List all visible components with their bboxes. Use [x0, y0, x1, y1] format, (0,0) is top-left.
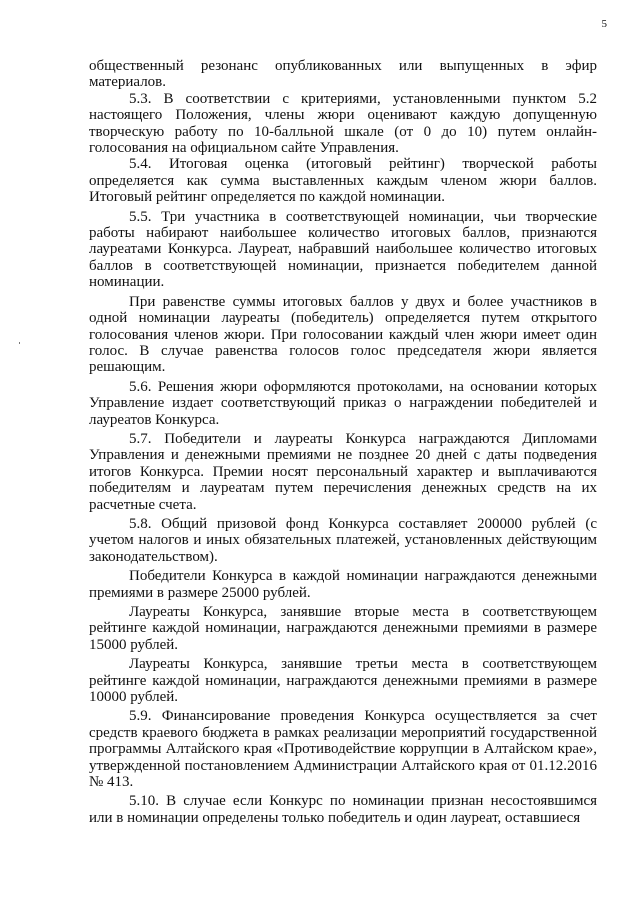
paragraph-5-8: 5.8. Общий призовой фонд Конкурса составляет 200000 рублей (с учетом налогов и иных обязательных платежей, установленных действующим законодательством).	[89, 515, 597, 565]
paragraph-third-place-prize: Лауреаты Конкурса, занявшие третьи места в соответствующем рейтинге каждой номинации, награждаются денежными премиями в размере 10000 рублей.	[89, 656, 597, 706]
paragraph-winners-prize: Победители Конкурса в каждой номинации награждаются денежными премиями в размере 25000 рублей.	[89, 568, 597, 601]
page-number: 5	[601, 18, 607, 30]
document-body	[89, 58, 597, 826]
paragraph-5-7: 5.7. Победители и лауреаты Конкурса награждаются Дипломами Управления и денежными премиями не позднее 20 дней с даты подведения итогов Конкурса. Премии носят персональный характер и выплачиваются победителям и лауреатам путем перечисления денежных средств на их расчетные счета.	[89, 430, 597, 513]
paragraph-5-6: 5.6. Решения жюри оформляются протоколами, на основании которых Управление издает соответствующий приказ о награждении победителей и лауреатов Конкурса.	[89, 378, 597, 428]
scan-mark	[19, 342, 20, 344]
paragraph-5-10: 5.10. В случае если Конкурс по номинации признан несостоявшимся или в номинации определены только победитель и один лауреат, оставшиеся	[89, 793, 597, 826]
paragraph-tie-rule: При равенстве суммы итоговых баллов у двух и более участников в одной номинации лауреаты (победитель) определяется путем открытого голосования членов жюри. При голосовании каждый член жюри имеет один голос. В случае равенства голосов голос председателя жюри является решающим.	[89, 293, 597, 376]
paragraph-5-9: 5.9. Финансирование проведения Конкурса осуществляется за счет средств краевого бюджета в рамках реализации мероприятий государственной программы Алтайского края «Противодействие коррупции в Алтайском крае», утвержденной постановлением Администрации Алтайского края от 01.12.2016 № 413.	[89, 708, 597, 791]
paragraph-5-5: 5.5. Три участника в соответствующей номинации, чьи творческие работы набирают наибольшее количество итоговых баллов, признаются лауреатами Конкурса. Лауреат, набравший наибольшее количество итоговых баллов в соответствующей номинации, признается победителем данной номинации.	[89, 208, 597, 291]
paragraph-5-4: 5.4. Итоговая оценка (итоговый рейтинг) творческой работы определяется как сумма выставленных каждым членом жюри баллов. Итоговый рейтинг определяется по каждой номинации.	[89, 156, 597, 206]
paragraph-continuation: общественный резонанс опубликованных или выпущенных в эфир материалов.	[89, 58, 597, 91]
paragraph-5-3: 5.3. В соответствии с критериями, установленными пунктом 5.2 настоящего Положения, члены жюри оценивают каждую допущенную творческую работу по 10-балльной шкале (от 0 до 10) путем онлайн-голосования на официальном сайте Управления.	[89, 90, 597, 157]
paragraph-second-place-prize: Лауреаты Конкурса, занявшие вторые места в соответствующем рейтинге каждой номинации, награждаются денежными премиями в размере 15000 рублей.	[89, 604, 597, 653]
